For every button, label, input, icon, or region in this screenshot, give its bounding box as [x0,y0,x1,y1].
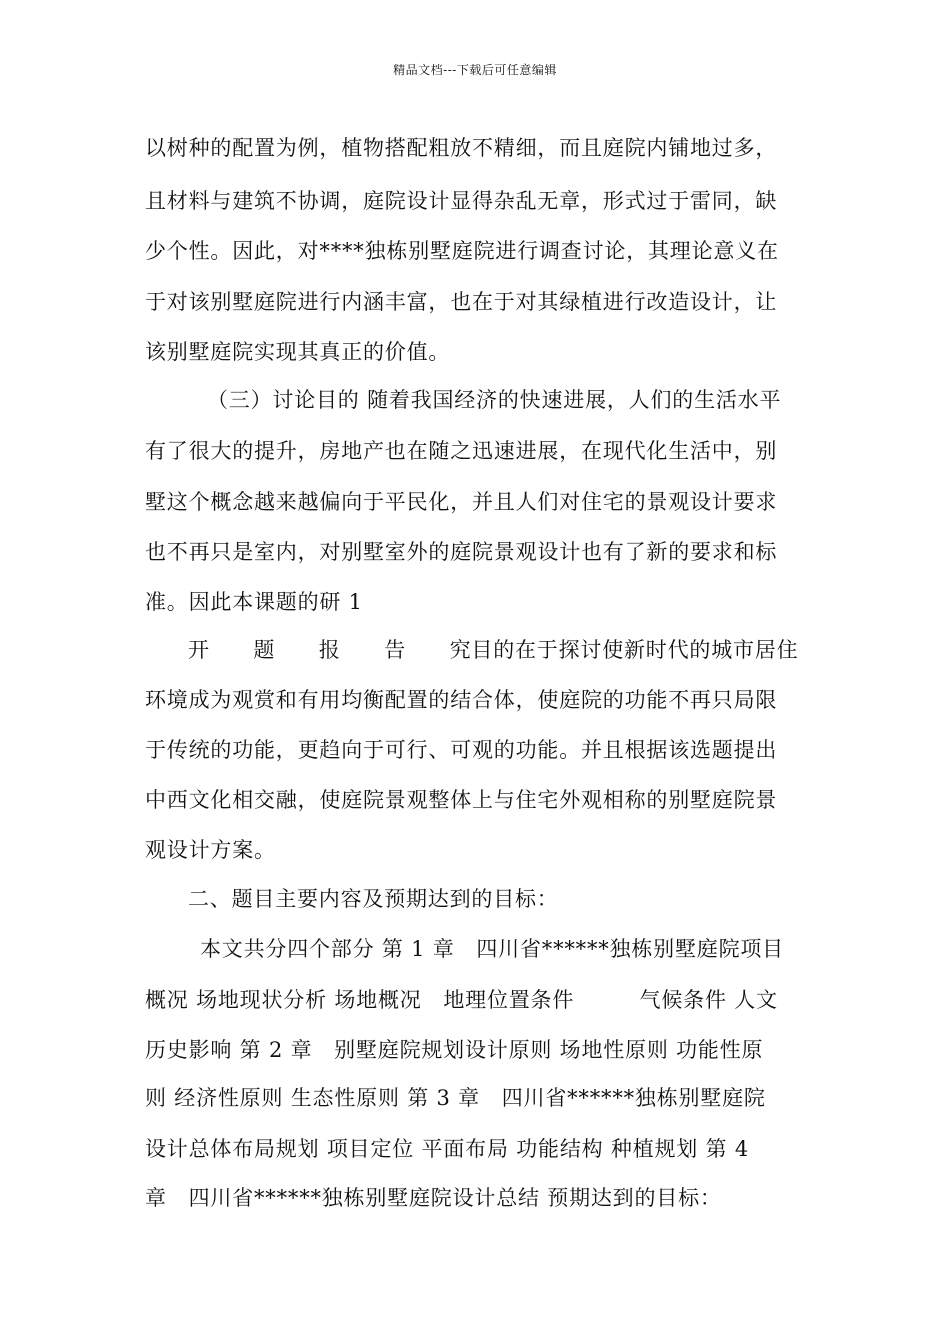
text-line: 开 题 报 告 究目的在于探讨使新时代的城市居住 [188,638,799,662]
text-line: 也不再只是室内，对别墅室外的庭院景观设计也有了新的要求和标 [145,540,778,564]
text-line: 设计总体布局规划 项目定位 平面布局 功能结构 种植规划 第 4 [145,1137,750,1161]
text-line: 章 四川省******独栋别墅庭院设计总结 预期达到的目标： [145,1186,722,1210]
text-line: 观设计方案。 [145,838,276,862]
text-line: （三）讨论目的 随着我国经济的快速进展，人们的生活水平 [207,388,782,412]
text-line: 于传统的功能，更趋向于可行、可观的功能。并且根据该选题提出 [145,738,778,762]
text-line: 有了很大的提升，房地产也在随之迅速进展，在现代化生活中，别 [145,439,778,463]
text-line: 准。因此本课题的研 1 [145,590,363,614]
text-line: 该别墅庭院实现其真正的价值。 [145,340,451,364]
text-line: 以树种的配置为例，植物搭配粗放不精细，而且庭院内铺地过多， [145,136,778,160]
text-line: 墅这个概念越来越偏向于平民化，并且人们对住宅的景观设计要求 [145,490,778,514]
text-line: 本文共分四个部分 第 1 章 四川省******独栋别墅庭院项目 [200,937,784,961]
text-line: 于对该别墅庭院进行内涵丰富，也在于对其绿植进行改造设计，让 [145,290,778,314]
text-line: 概况 场地现状分析 场地概况 地理位置条件 气候条件 人文 [145,988,778,1012]
text-line: 中西文化相交融，使庭院景观整体上与住宅外观相称的别墅庭院景 [145,788,778,812]
page-header: 精品文档---下载后可任意编辑 [393,63,557,77]
text-line: 少个性。因此，对****独栋别墅庭院进行调查讨论，其理论意义在 [145,239,779,263]
text-line: 则 经济性原则 生态性原则 第 3 章 四川省******独栋别墅庭院 [145,1086,766,1110]
text-line: 环境成为观赏和有用均衡配置的结合体，使庭院的功能不再只局限 [145,688,778,712]
text-line: 历史影响 第 2 章 别墅庭院规划设计原则 场地性原则 功能性原 [145,1038,764,1062]
text-line: 且材料与建筑不协调，庭院设计显得杂乱无章，形式过于雷同，缺 [145,189,778,213]
section-heading: 二、题目主要内容及预期达到的目标： [188,887,559,911]
